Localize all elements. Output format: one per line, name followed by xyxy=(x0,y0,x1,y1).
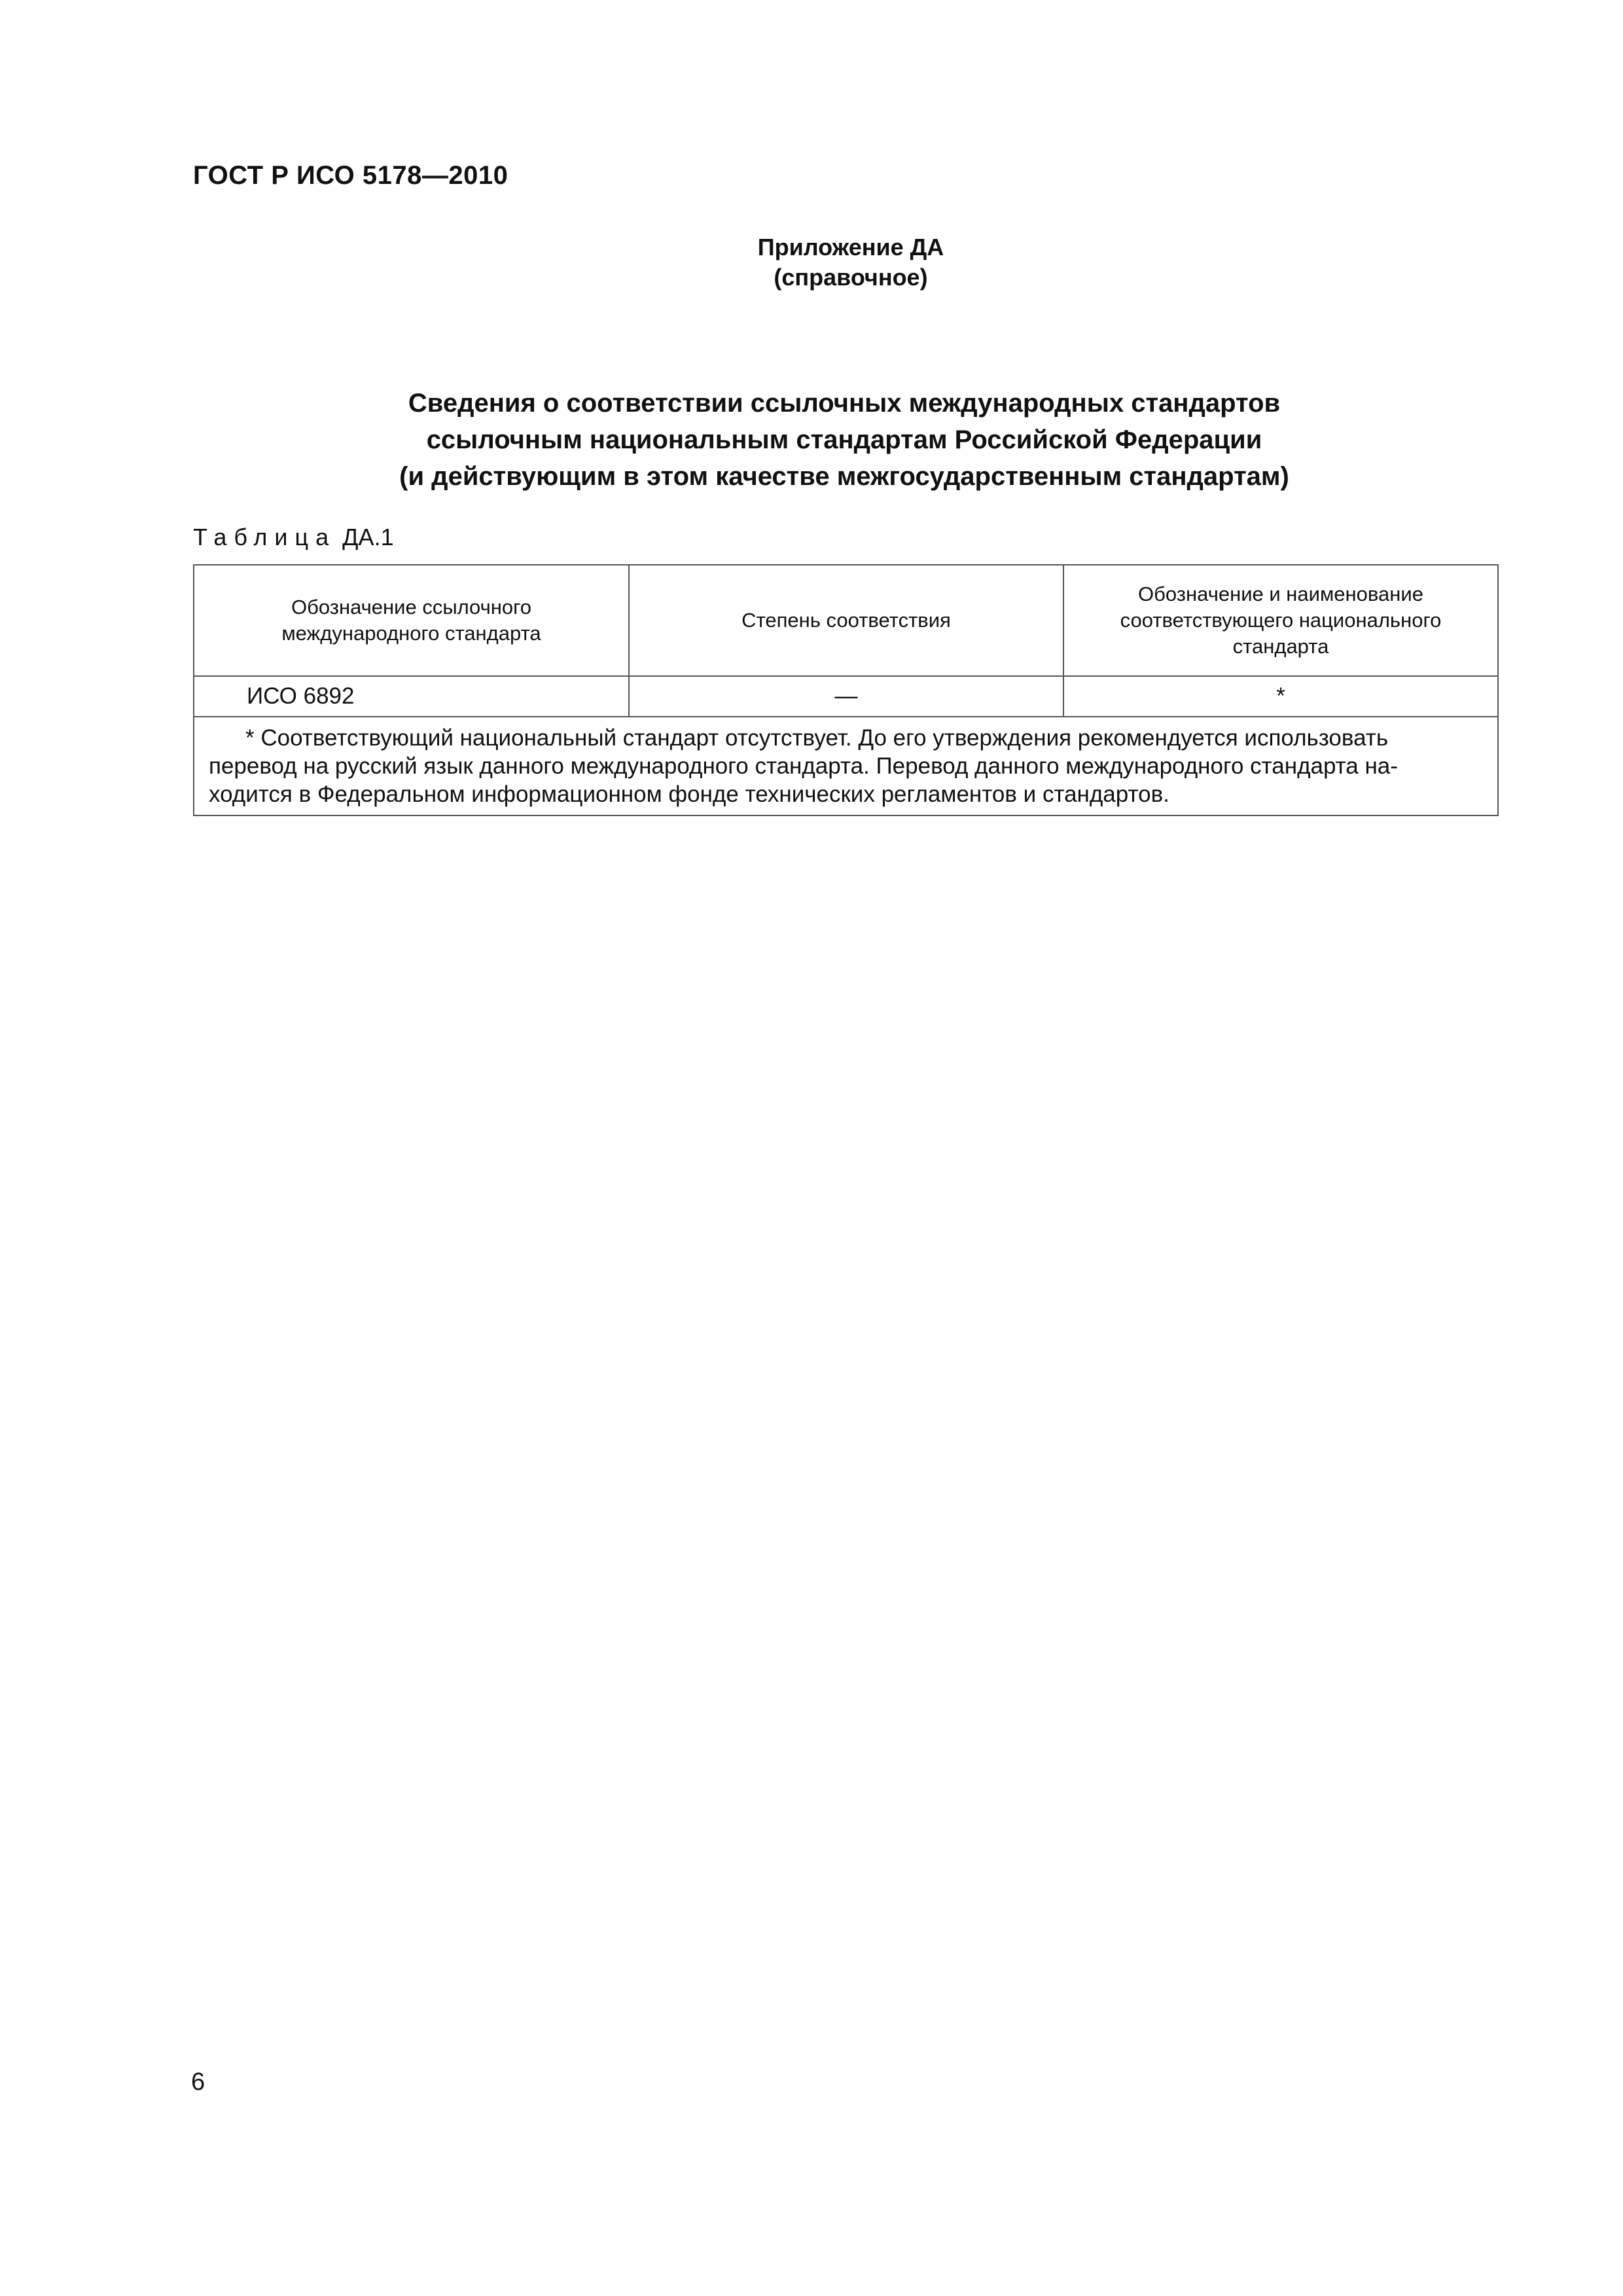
table-footnote xyxy=(194,717,1498,816)
footnote-line-2: перевод на русский язык данного международного стандарта. Перевод данного международного стандарта на- xyxy=(209,753,1398,779)
section-heading-line-3: (и действующим в этом качестве межгосударственным стандартам) xyxy=(399,462,1289,491)
appendix-title: Приложение ДА xyxy=(757,234,944,260)
table-cell-national-standard: * xyxy=(1063,676,1498,717)
column-header-international-standard: Обозначение ссылочного международного стандарта xyxy=(194,565,629,676)
table-note-row xyxy=(194,717,1498,816)
table-row xyxy=(194,676,1498,717)
column-header-national-standard: Обозначение и наименование соответствующего национального стандарта xyxy=(1063,565,1498,676)
table-header-row xyxy=(194,565,1498,676)
table-cell-conformity: — xyxy=(629,676,1063,717)
reference-standards-table xyxy=(193,564,1499,816)
appendix-type: (справочное) xyxy=(774,264,928,291)
footnote-line-1: * Соответствующий национальный стандарт отсутствует. До его утверждения рекомендуется использовать xyxy=(245,725,1389,751)
table-label-number: ДА.1 xyxy=(342,524,394,550)
section-heading-line-2: ссылочным национальным стандартам Российской Федерации xyxy=(426,425,1262,454)
table-cell-standard-designation: ИСО 6892 xyxy=(194,676,629,717)
section-heading-line-1: Сведения о соответствии ссылочных международных стандартов xyxy=(408,389,1281,418)
footnote-line-3: ходится в Федеральном информационном фонде технических регламентов и стандартов. xyxy=(209,781,1169,807)
page-number: 6 xyxy=(191,2068,205,2096)
table-label xyxy=(193,524,394,551)
document-code: ГОСТ Р ИСО 5178—2010 xyxy=(193,161,508,190)
column-header-degree-of-conformity: Степень соответствия xyxy=(629,565,1063,676)
table-label-prefix: Таблица xyxy=(193,524,336,550)
